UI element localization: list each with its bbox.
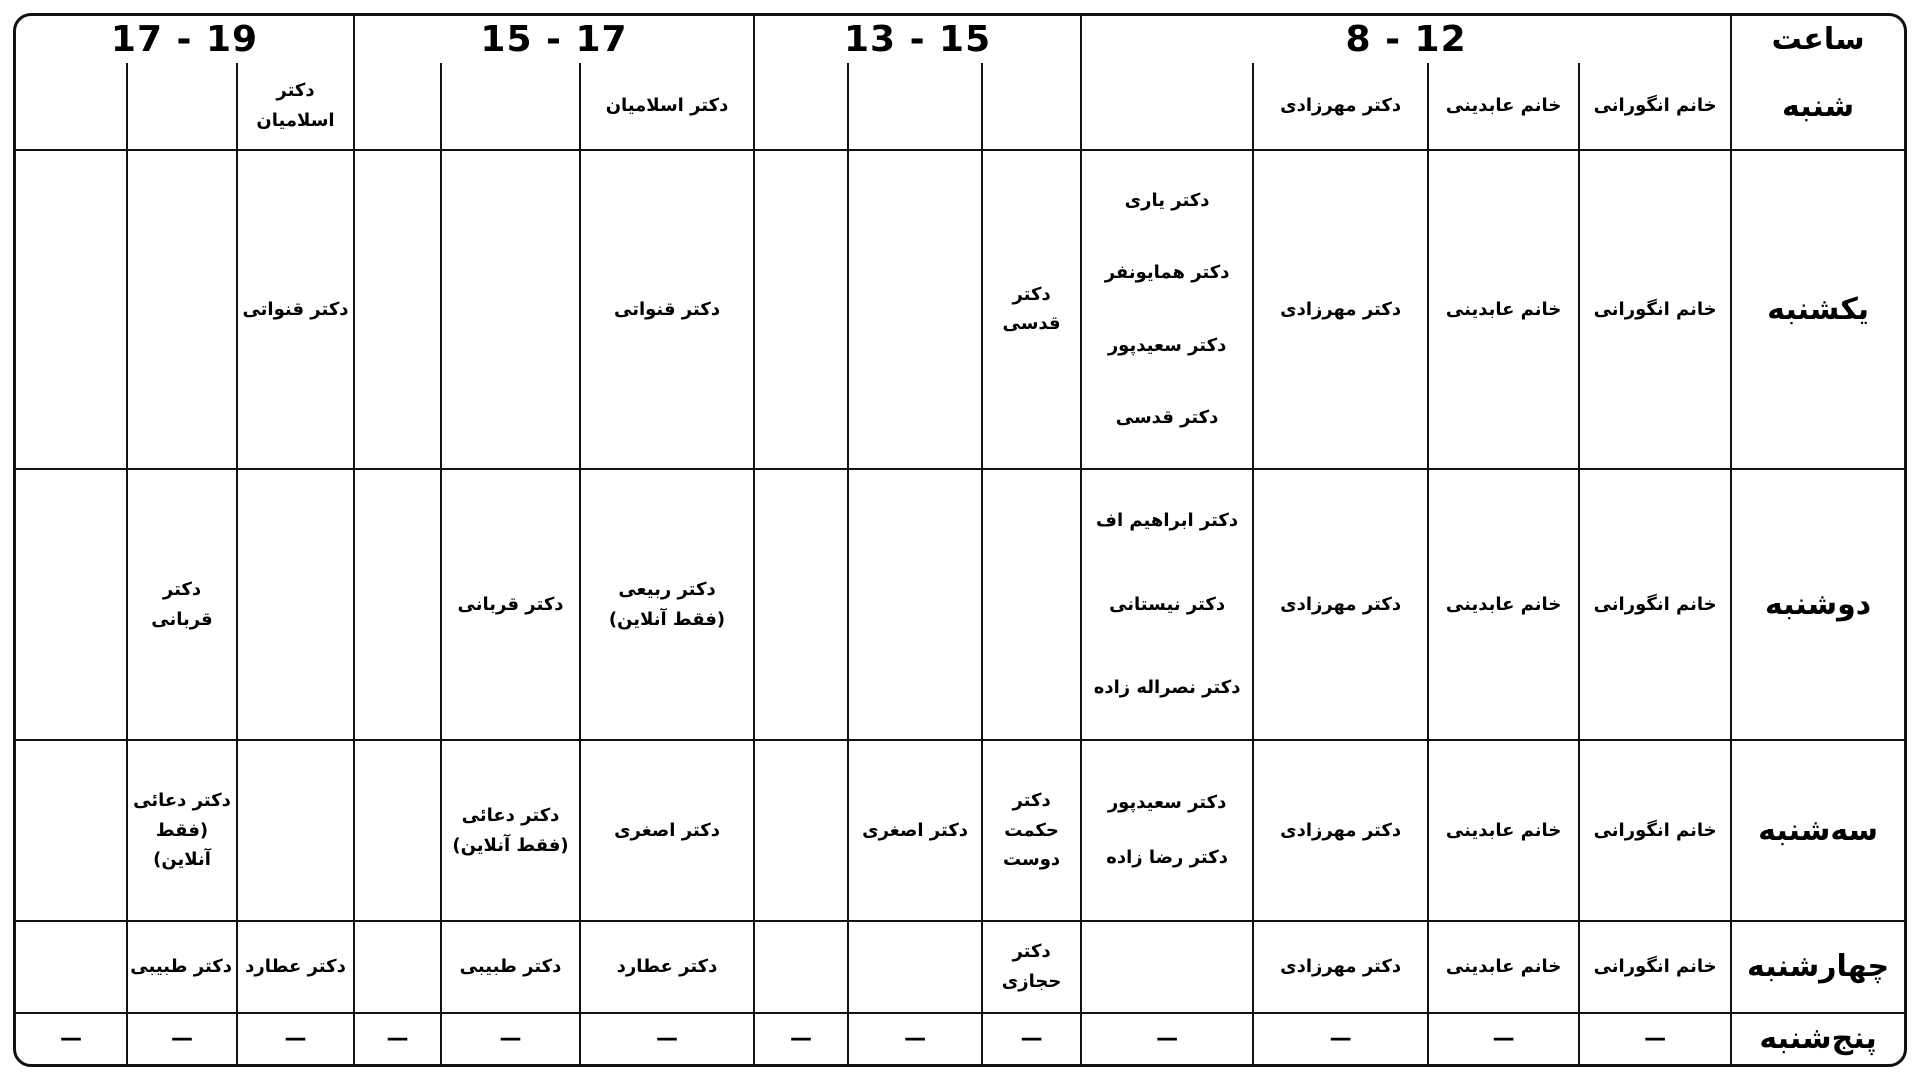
- schedule-cell: [1427, 470, 1578, 742]
- schedule-cell: [1578, 470, 1730, 742]
- schedule-cell: [236, 922, 353, 1014]
- cell-entry: خانم عابدینی: [1445, 819, 1562, 841]
- schedule-cell: [1252, 470, 1427, 742]
- cell-entry: دکتر قنواتی: [613, 298, 721, 320]
- schedule-cell: [236, 1014, 353, 1064]
- cell-entry: دکتر قربانی: [151, 578, 213, 630]
- schedule-cell: [1427, 741, 1578, 921]
- cell-entry: خانم عابدینی: [1445, 95, 1562, 117]
- day-row-monday: [16, 470, 1904, 742]
- cell-entry: دکتر حکمت دوست: [1002, 789, 1061, 871]
- cell-entry: خانم انگورانی: [1593, 955, 1717, 977]
- cell-entry: دکتر همایونفر: [1104, 262, 1230, 284]
- schedule-cell: [1080, 1014, 1252, 1064]
- cell-entry: دکتر مهرزادی: [1280, 593, 1402, 615]
- cell-entry: دکتر رضا زاده: [1106, 847, 1228, 869]
- cell-entry: —: [284, 1025, 307, 1051]
- schedule-cell: [753, 922, 847, 1014]
- schedule-cell: [847, 470, 981, 742]
- schedule-cell: [353, 63, 440, 151]
- cell-entry: دکتر مهرزادی: [1280, 298, 1402, 320]
- cell-entry: دکتر نیستانی: [1109, 593, 1226, 615]
- day-row-saturday: [16, 63, 1904, 151]
- schedule-cell: [440, 470, 579, 742]
- cell-entry: خانم انگورانی: [1593, 593, 1717, 615]
- cell-entry: دکتر حجازی: [1001, 941, 1062, 992]
- header-row: [16, 16, 1904, 63]
- day-row-wednesday: [16, 922, 1904, 1014]
- cell-entry: —: [171, 1025, 193, 1051]
- day-row-sunday: [16, 151, 1904, 470]
- schedule-cell: [1080, 741, 1252, 921]
- schedule-cell: [1578, 741, 1730, 921]
- schedule-cell: [579, 63, 753, 151]
- schedule-cell: [1427, 922, 1578, 1014]
- schedule-cell: [353, 1014, 440, 1064]
- schedule-cell: [126, 741, 236, 921]
- cell-entry: دکتر مهرزادی: [1280, 95, 1402, 117]
- schedule-cell: [1080, 922, 1252, 1014]
- time-block-header-13-15: 13 - 15: [753, 16, 1080, 63]
- schedule-cell: [126, 63, 236, 151]
- cell-entry: خانم انگورانی: [1593, 298, 1717, 320]
- cell-entry: دکتر قربانی: [457, 593, 564, 615]
- cell-entry: دکتر طبیبی: [130, 955, 232, 977]
- cell-entry: دکتر اصغری: [862, 819, 969, 841]
- cell-entry: دکتر عطارد: [245, 955, 346, 977]
- cell-entry: —: [656, 1025, 679, 1051]
- schedule-cell: [16, 1014, 126, 1064]
- cell-entry: خانم عابدینی: [1445, 298, 1562, 320]
- schedule-cell: [579, 741, 753, 921]
- schedule-cell: [1578, 922, 1730, 1014]
- cell-entry: (فقط آنلاین): [452, 834, 569, 856]
- schedule-cell: [981, 1014, 1080, 1064]
- cell-entry: —: [1644, 1025, 1667, 1051]
- cell-entry: خانم انگورانی: [1593, 819, 1717, 841]
- cell-entry: دکتر قنواتی: [242, 298, 349, 320]
- schedule-cell: [1252, 741, 1427, 921]
- cell-entry: —: [904, 1025, 927, 1051]
- schedule-cell: [1252, 151, 1427, 470]
- cell-entry: —: [790, 1025, 813, 1051]
- schedule-cell: [1578, 1014, 1730, 1064]
- day-label: شنبه: [1730, 63, 1904, 151]
- schedule-cell: [1080, 470, 1252, 742]
- cell-entry: دکتر سعیدپور: [1107, 334, 1227, 356]
- cell-entry: خانم عابدینی: [1445, 955, 1562, 977]
- schedule-cell: [1252, 922, 1427, 1014]
- schedule-cell: [1252, 1014, 1427, 1064]
- schedule-cell: [1578, 63, 1730, 151]
- cell-entry: دکتر ابراهیم اف: [1096, 510, 1239, 532]
- schedule-cell: [1427, 63, 1578, 151]
- cell-entry: خانم عابدینی: [1445, 593, 1562, 615]
- cell-entry: —: [1156, 1025, 1179, 1051]
- schedule-cell: [353, 922, 440, 1014]
- schedule-cell: [16, 63, 126, 151]
- schedule-cell: [236, 470, 353, 742]
- schedule-cell: [981, 922, 1080, 1014]
- schedule-cell: [579, 922, 753, 1014]
- schedule-cell: [440, 922, 579, 1014]
- day-label: سه‌شنبه: [1730, 741, 1904, 921]
- schedule-cell: [847, 151, 981, 470]
- schedule-cell: [753, 63, 847, 151]
- schedule-cell: [753, 1014, 847, 1064]
- cell-entry: دکتر مهرزادی: [1280, 955, 1402, 977]
- schedule-cell: [753, 151, 847, 470]
- schedule-cell: [847, 922, 981, 1014]
- weekly-schedule-table: [13, 13, 1907, 1067]
- cell-entry: —: [386, 1025, 409, 1051]
- schedule-cell: [16, 741, 126, 921]
- schedule-cell: [236, 741, 353, 921]
- cell-entry: دکتر طبیبی: [459, 955, 562, 977]
- schedule-cell: [353, 741, 440, 921]
- cell-entry: دکتر دعائی: [461, 804, 560, 826]
- cell-entry: دکتر مهرزادی: [1280, 819, 1402, 841]
- schedule-cell: [981, 63, 1080, 151]
- schedule-cell: [1427, 151, 1578, 470]
- schedule-cell: [1080, 151, 1252, 470]
- schedule-cell: [126, 1014, 236, 1064]
- schedule-cell: [440, 151, 579, 470]
- cell-entry: دکتر ربیعی: [618, 578, 716, 600]
- day-row-thursday: [16, 1014, 1904, 1064]
- cell-entry: خانم انگورانی: [1593, 95, 1717, 117]
- cell-entry: —: [60, 1025, 82, 1051]
- schedule-cell: [847, 63, 981, 151]
- cell-entry: —: [499, 1025, 522, 1051]
- cell-entry: دکتر عطارد: [616, 955, 718, 977]
- schedule-cell: [1578, 151, 1730, 470]
- schedule-cell: [1427, 1014, 1578, 1064]
- schedule-cell: [847, 1014, 981, 1064]
- cell-entry: (فقط آنلاین): [608, 608, 726, 630]
- cell-entry: دکتر اسلامیان: [605, 95, 729, 117]
- schedule-cell: [579, 470, 753, 742]
- cell-entry-list: [1086, 164, 1248, 454]
- hour-column-header: ساعت: [1730, 16, 1904, 63]
- cell-entry: دکتر قدسی: [1115, 407, 1219, 429]
- schedule-cell: [126, 470, 236, 742]
- cell-entry: دکتر قدسی: [1002, 283, 1061, 335]
- cell-entry: دکتر اسلامیان: [256, 80, 335, 132]
- time-block-header-15-17: 15 - 17: [353, 16, 753, 63]
- schedule-cell: [16, 151, 126, 470]
- cell-entry: —: [1492, 1025, 1515, 1051]
- day-row-tuesday: [16, 741, 1904, 921]
- schedule-cell: [353, 151, 440, 470]
- day-label: دوشنبه: [1730, 470, 1904, 742]
- schedule-cell: [16, 470, 126, 742]
- day-label: پنج‌شنبه: [1730, 1014, 1904, 1064]
- schedule-cell: [1080, 63, 1252, 151]
- schedule-cell: [981, 741, 1080, 921]
- schedule-cell: [126, 922, 236, 1014]
- schedule-cell: [1252, 63, 1427, 151]
- cell-entry: دکتر یاری: [1124, 189, 1210, 211]
- schedule-cell: [236, 151, 353, 470]
- schedule-cell: [981, 151, 1080, 470]
- schedule-cell: [440, 741, 579, 921]
- time-block-header-17-19: 17 - 19: [110, 19, 259, 60]
- cell-entry: —: [1329, 1025, 1352, 1051]
- schedule-cell: [126, 151, 236, 470]
- cell-entry-list: [1086, 776, 1248, 886]
- cell-entry: دکتر سعیدپور: [1107, 792, 1227, 814]
- time-block-header-8-12: 8 - 12: [1080, 16, 1730, 63]
- schedule-cell: [981, 470, 1080, 742]
- cell-entry: دکتر اصغری: [614, 819, 720, 841]
- schedule-cell: [753, 741, 847, 921]
- schedule-cell: [236, 63, 353, 151]
- cell-entry: دکتر دعائی (فقط آنلاین): [133, 789, 231, 871]
- cell-entry: دکتر نصراله زاده: [1093, 677, 1241, 699]
- schedule-cell: [16, 922, 126, 1014]
- schedule-cell: [353, 470, 440, 742]
- schedule-cell: [847, 741, 981, 921]
- cell-entry-list: [1086, 480, 1248, 730]
- schedule-cell: [579, 151, 753, 470]
- schedule-cell: [579, 1014, 753, 1064]
- day-label: یکشنبه: [1730, 151, 1904, 470]
- day-label: چهارشنبه: [1730, 922, 1904, 1014]
- schedule-cell: [440, 1014, 579, 1064]
- schedule-cell: [753, 470, 847, 742]
- schedule-cell: [440, 63, 579, 151]
- cell-entry: —: [1020, 1025, 1043, 1051]
